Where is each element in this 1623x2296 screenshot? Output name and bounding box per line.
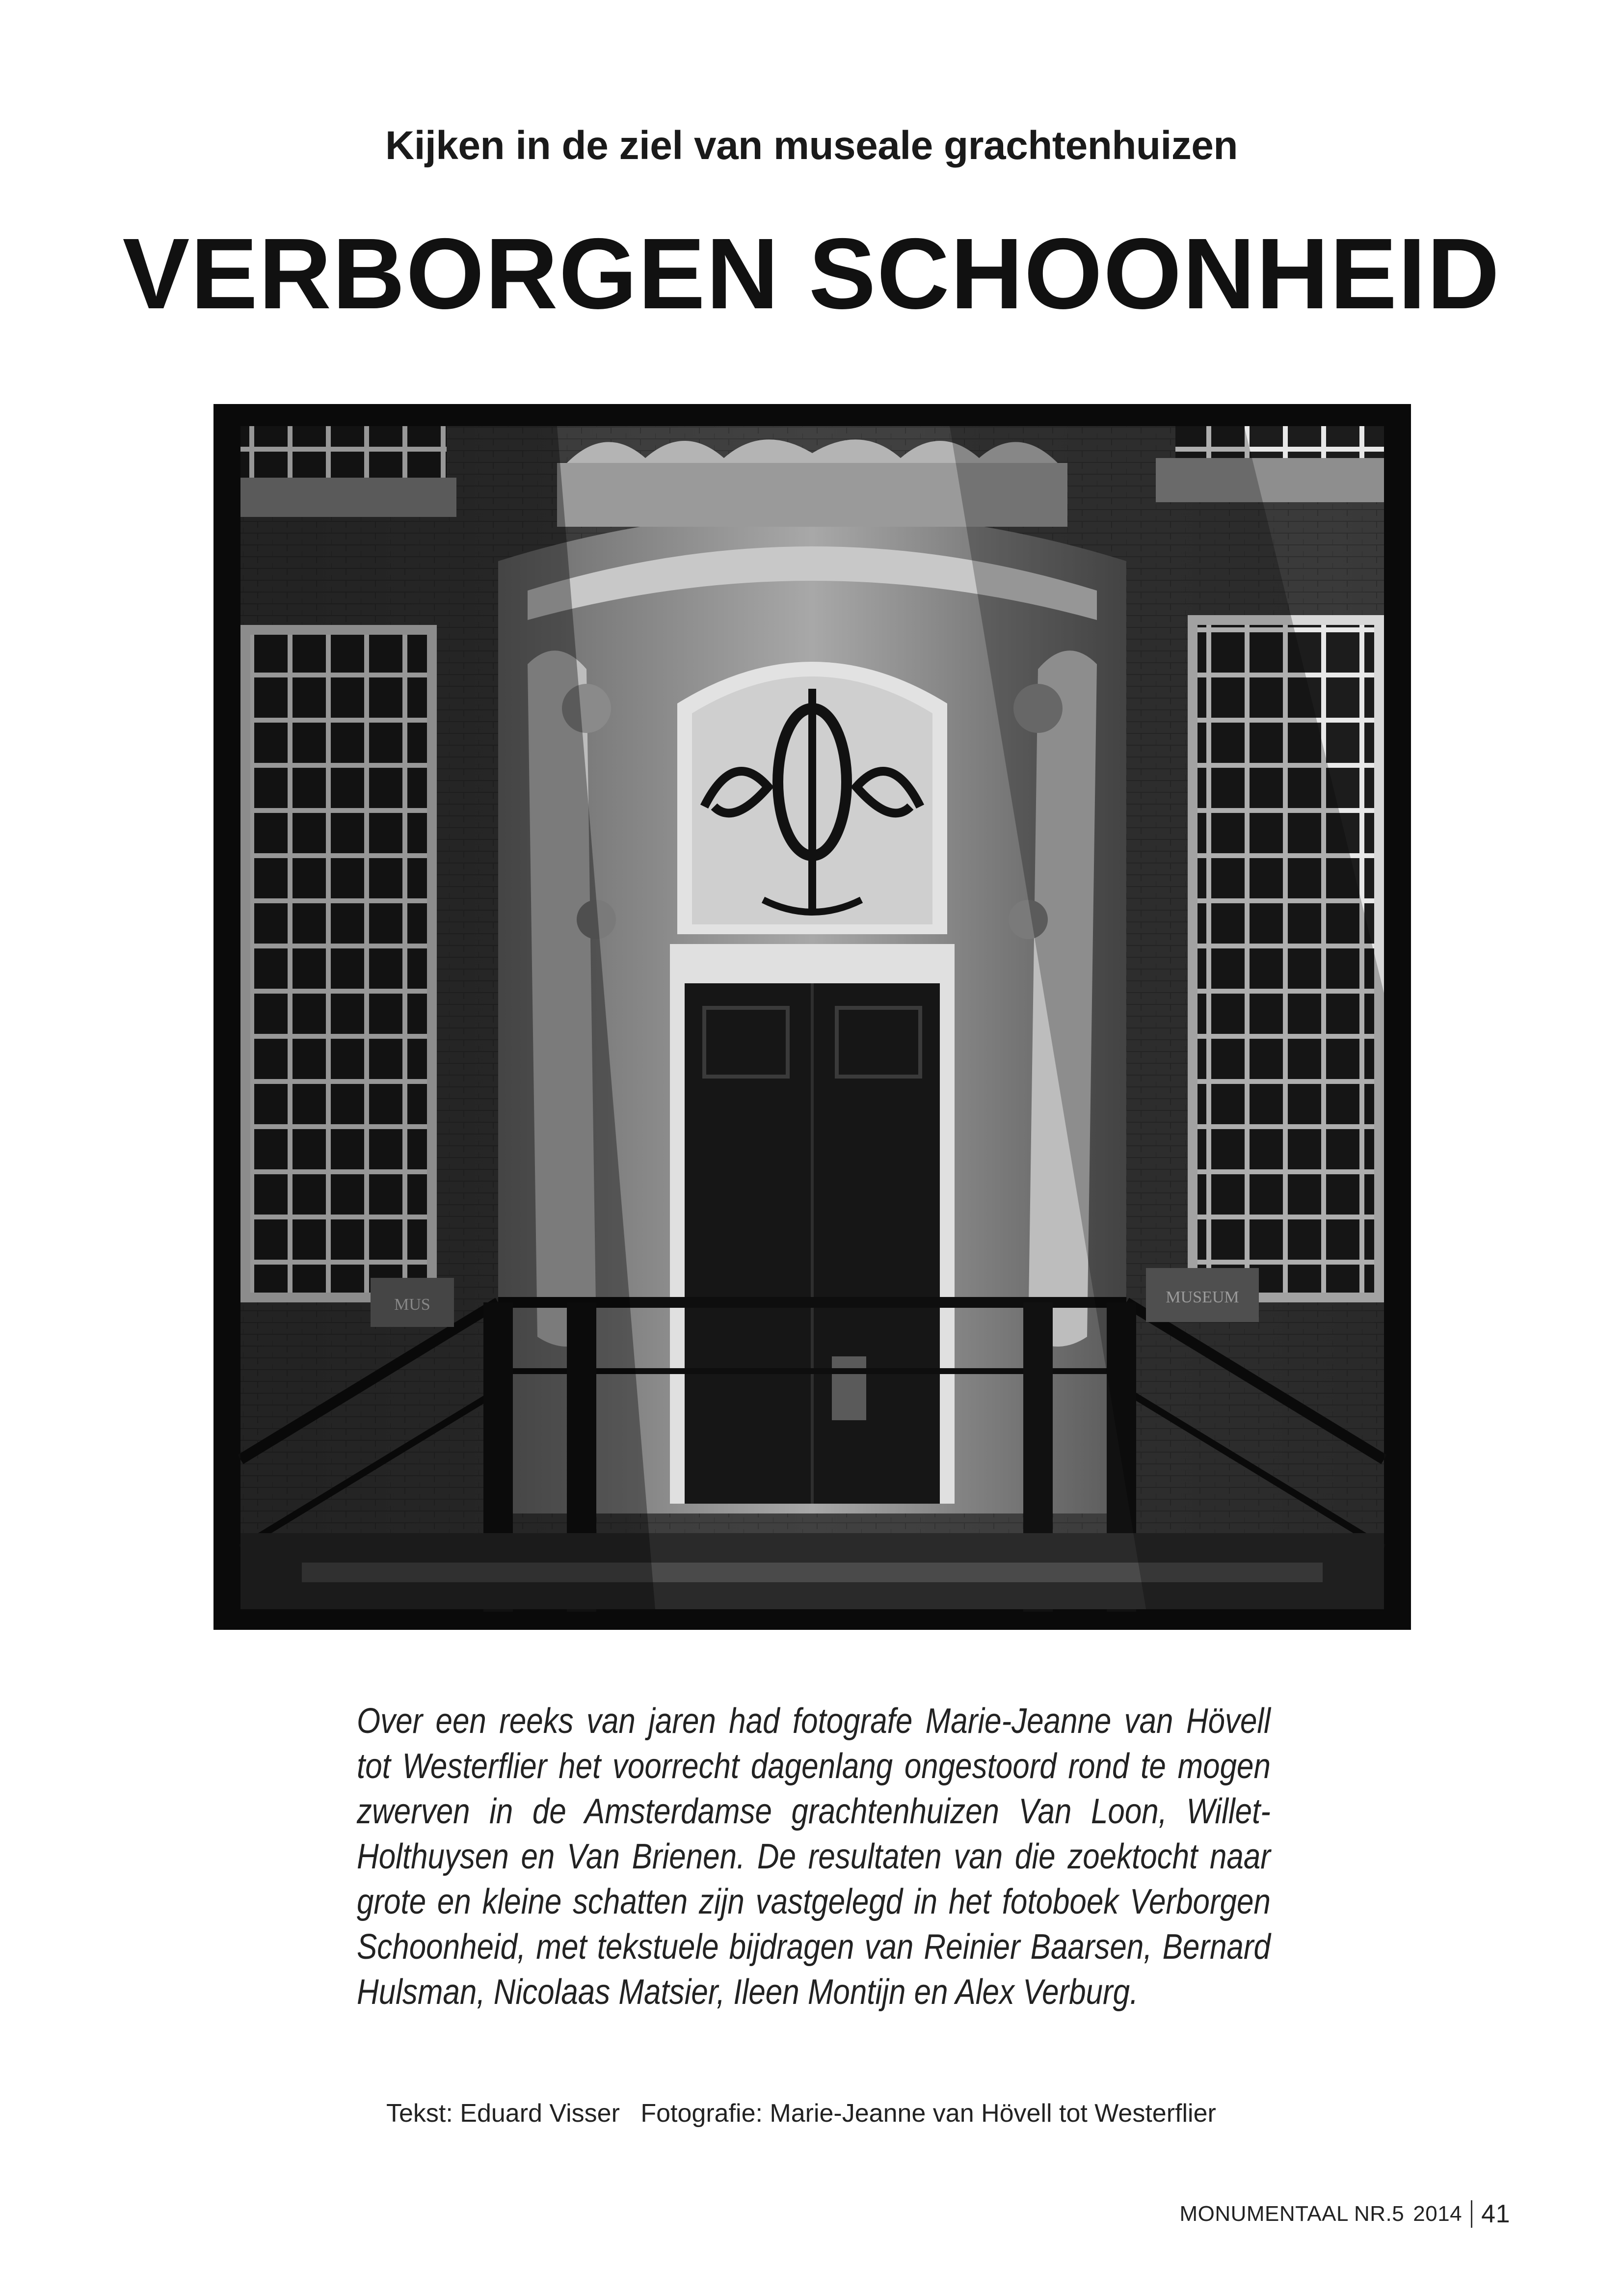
page-footer [1179,2199,1510,2229]
magazine-issue: MONUMENTAAL NR.5 [1179,2202,1405,2226]
doorway-illustration [213,404,1411,1630]
page-number: 41 [1481,2200,1510,2228]
article-credits [386,2099,1417,2128]
credit-photo: Fotografie: Marie-Jeanne van Hövell tot Westerflier [640,2099,1216,2128]
issue-year: 2014 [1413,2202,1463,2226]
plaque-right-text: MUSEUM [1166,1288,1239,1306]
doorway-photo [213,404,1411,1630]
plaque-left-text: MUS [394,1296,430,1314]
article-kicker: Kijken in de ziel van museale grachtenhuizen [385,123,1238,168]
footer-separator [1471,2200,1472,2228]
article-intro: Over een reeks van jaren had fotografe Marie-Jeanne van Hövell tot Westerflier het voorrecht dagenlang ongestoord rond te mogen zwerven in de Amsterdamse grachtenhuizen Van Loon, Willet-Holthuysen en Van Brienen. De resultaten van die zoektocht naar grote en kleine schatten zijn vastgelegd in het fotoboek Verborgen Schoonheid, met tekstuele bijdragen van Reinier Baarsen, Bernard Hulsman, Nicolaas Matsier, Ileen Montijn en Alex Verburg. [357,1702,1271,2012]
article-title: VERBORGEN SCHOONHEID [122,217,1501,330]
credit-text: Tekst: Eduard Visser [386,2099,620,2128]
